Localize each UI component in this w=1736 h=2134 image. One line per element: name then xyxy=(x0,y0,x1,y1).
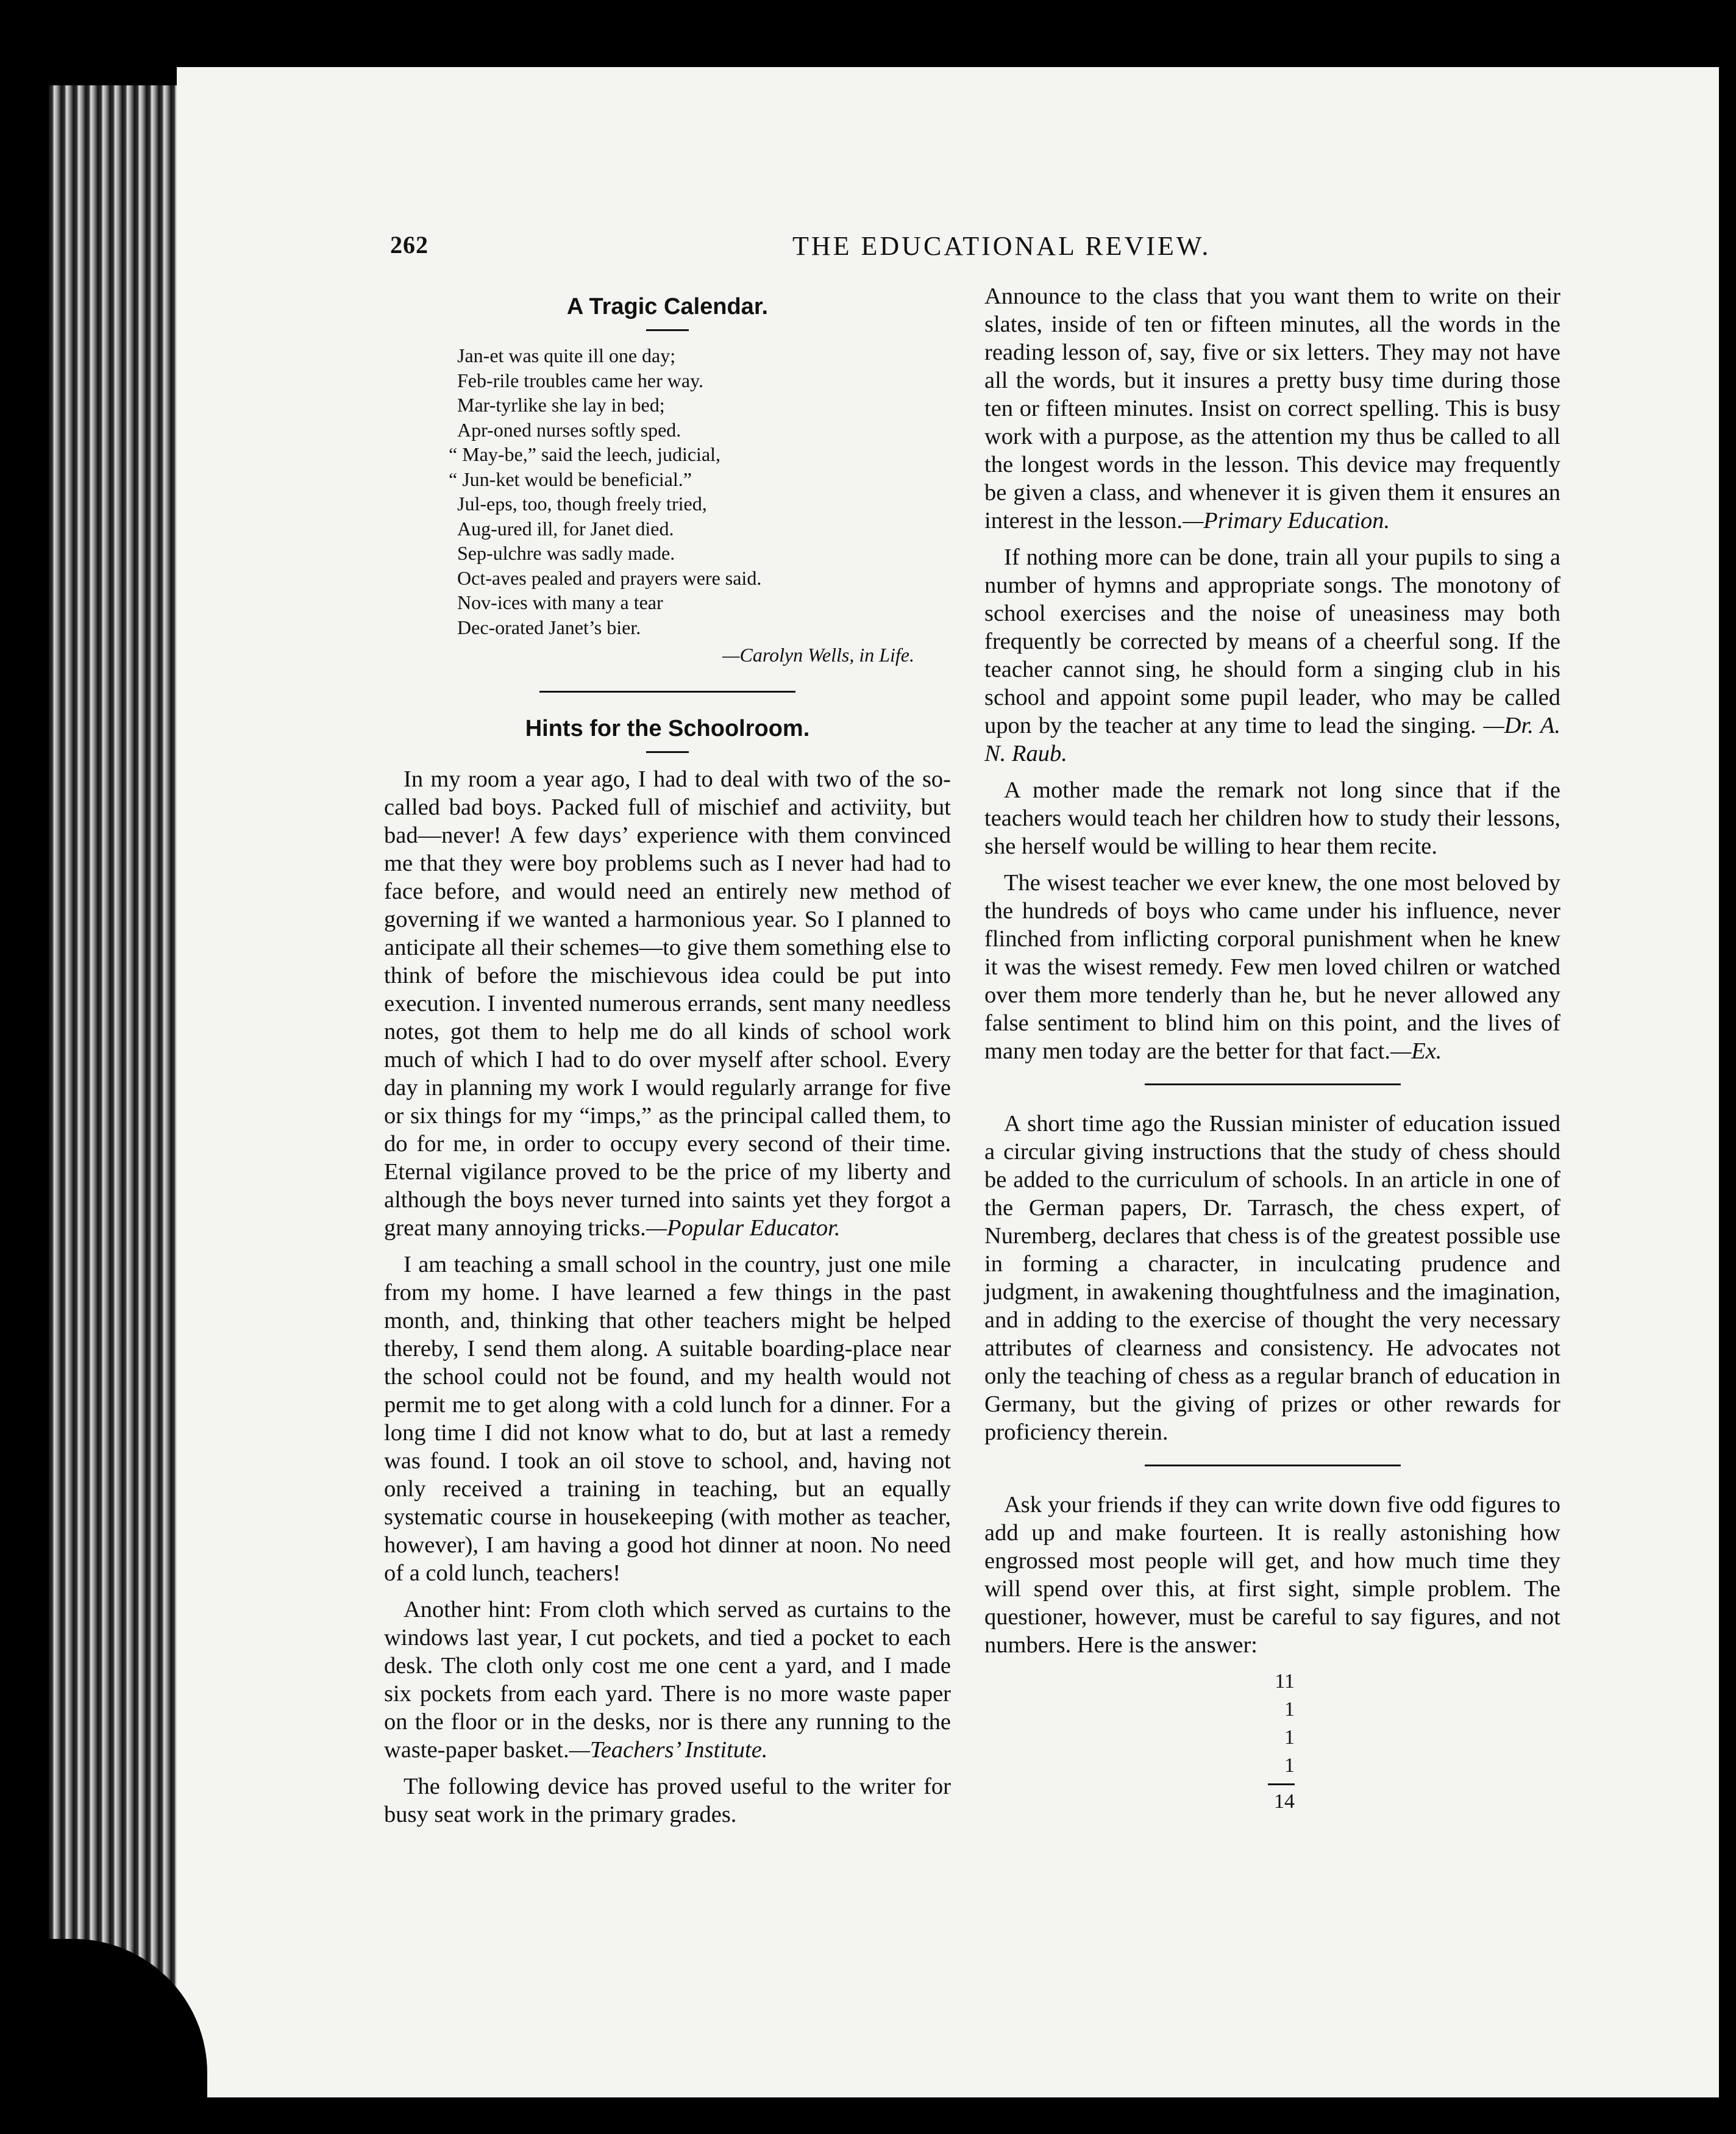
poem-line: Nov-ices with many a tear xyxy=(457,591,663,613)
paragraph: In my room a year ago, I had to deal with two of the so-called bad boys. Packed full of mischief and activiity, but bad—never! A few days’ experience with them convinced me that they were boy problems such as I never had had to face before, and would need an entirely new method of governing if we wanted a harmonious year. So I planned to anticipate all their schemes—to give them something else to think of before the mischievous idea could be put into execution. I invented numerous errands, sent many needless notes, got them to help me do all kinds of school work much of which I had to do over myself after school. Every day in planning my work I would regularly arrange for five or six things for my “imps,” as the principal called them, to do for me, in order to occupy every second of their time. Eternal vigilance proved to be the price of my liberty and although the boys never turned into saints yet they forgot a great many annoying tricks.—Popular Educator. xyxy=(384,766,951,1241)
paragraph: If nothing more can be done, train all your pupils to sing a number of hymns and appropriate songs. The monotony of school exercises and the noise of uneasiness may both frequently be corrected by means of a cheerful song. If the teacher cannot sing, he should form a singing club in his school and appoint some pupil leader, who may be called upon by the teacher at any time to lead the singing. —Dr. A. N. Raub. xyxy=(984,544,1560,766)
sum-addend: 1 xyxy=(1284,1754,1295,1777)
poem-line: Sep-ulchre was sadly made. xyxy=(457,542,675,564)
poem-line: Jan-et was quite ill one day; xyxy=(457,344,676,366)
paragraph: The following device has proved useful to the writer for busy seat work in the primary grades. xyxy=(384,1774,951,1827)
running-title: THE EDUCATIONAL REVIEW. xyxy=(792,231,1211,261)
paragraph: A mother made the remark not long since that if the teachers would teach her children how to study their lessons, she herself would be willing to hear them recite. xyxy=(984,777,1560,859)
source-citation: —Dr. A. N. Raub. xyxy=(984,713,1560,766)
sum-addend: 11 xyxy=(1275,1670,1295,1693)
section-divider xyxy=(1145,1083,1401,1085)
source-citation: —Popular Educator. xyxy=(646,1215,841,1241)
poem-line: Aug-ured ill, for Janet died. xyxy=(457,517,674,540)
paragraph: Another hint: From cloth which served as curtains to the windows last year, I cut pockets, and tied a pocket to each desk. The cloth only cost me one cent a yard, and I made six pockets from each yard. There is no more waste paper on the floor or in the desks, nor is there any running to the waste-paper basket.—Teachers’ Institute. xyxy=(384,1597,951,1763)
paragraph: I am teaching a small school in the country, just one mile from my home. I have learned a few things in the past month, and, thinking that other teachers might be helped thereby, I send them along. A suitable boarding-place near the school could not be found, and my health would not permit me to get along with a cold lunch for a dinner. For a long time I did not know what to do, but at last a remedy was found. I took an oil stove to school, and, having not only received a training in teaching, but an equally systematic course in housekeeping (with mother as teacher, however), I am having a good hot dinner at noon. No need of a cold lunch, teachers! xyxy=(384,1252,951,1586)
title-rule xyxy=(646,329,689,331)
book-page-edges xyxy=(49,85,177,2097)
paragraph: A short time ago the Russian minister of education issued a circular giving instructions that the study of chess should be added to the curriculum of schools. In an article in one of the German papers, Dr. Tarrasch, the chess expert, of Nuremberg, declares that chess is of the greatest possible use in forming a character, in inculcating prudence and judgment, in awakening thoughtfulness and the imagination, and in adding to the exercise of thought the very necessary attributes of clearness and consistency. He advocates not only the teaching of chess as a regular branch of education in Germany, but the giving of prizes or other rewards for proficiency therein. xyxy=(984,1111,1560,1445)
left-column xyxy=(384,293,951,1837)
poem xyxy=(449,343,951,640)
page-number: 262 xyxy=(390,231,429,259)
section-divider xyxy=(539,691,795,693)
source-citation: —Ex. xyxy=(1390,1038,1442,1064)
poem-line: Mar-tyrlike she lay in bed; xyxy=(457,394,665,416)
sum-addend: 1 xyxy=(1284,1726,1295,1749)
paragraph: Announce to the class that you want them to write on their slates, inside of ten or fifteen minutes, all the words in the reading lesson of, say, five or six letters. They may not have all the words, but it insures a pretty busy time during those ten or fifteen minutes. Insist on correct spelling. This is busy work with a purpose, as the attention my thus be called to all the longest words in the lesson. This device may frequently be given a class, and whenever it is given them it ensures an interest in the lesson.—Primary Education. xyxy=(984,284,1560,534)
sum-rule xyxy=(1268,1783,1295,1785)
section-title: Hints for the Schoolroom. xyxy=(525,716,810,741)
poem-line: Dec-orated Janet’s bier. xyxy=(457,616,641,638)
sum-total: 14 xyxy=(1274,1790,1295,1813)
poem-line: Oct-aves pealed and prayers were said. xyxy=(457,566,762,589)
sum-addend: 1 xyxy=(1284,1698,1295,1721)
right-column xyxy=(984,282,1560,1816)
poem-attribution: —Carolyn Wells, in Life. xyxy=(722,644,914,666)
poem-line: “ May-be,” said the leech, judicial, xyxy=(449,443,721,465)
poem-line: “ Jun-ket would be beneficial.” xyxy=(449,468,692,490)
section-divider xyxy=(1145,1465,1401,1466)
poem-line: Jul-eps, too, though freely tried, xyxy=(457,493,707,515)
paragraph: Ask your friends if they can write down five odd figures to add up and make fourteen. It is really astonishing how engrossed most people will get, and how much time they will spend over this, at first sight, simple problem. The questioner, however, must be careful to say figures, and not numbers. Here is the answer: xyxy=(984,1492,1560,1658)
source-citation: —Teachers’ Institute. xyxy=(569,1737,768,1763)
sum-answer xyxy=(1268,1668,1560,1816)
paragraph: The wisest teacher we ever knew, the one most beloved by the hundreds of boys who came under his influence, never flinched from inflicting corporal punishment when he knew it was the wisest remedy. Few men loved chilren or watched over them more tenderly than he, but he never allowed any false sentiment to blind him on this point, and the lives of many men today are the better for that fact.—Ex. xyxy=(984,870,1560,1064)
title-rule xyxy=(646,751,689,753)
source-citation: —Primary Education. xyxy=(1183,508,1390,534)
poem-line: Feb-rile troubles came her way. xyxy=(457,369,703,391)
poem-title: A Tragic Calendar. xyxy=(566,294,769,319)
scanner-border-right xyxy=(1718,67,1736,2112)
poem-line: Apr-oned nurses softly sped. xyxy=(457,418,681,441)
